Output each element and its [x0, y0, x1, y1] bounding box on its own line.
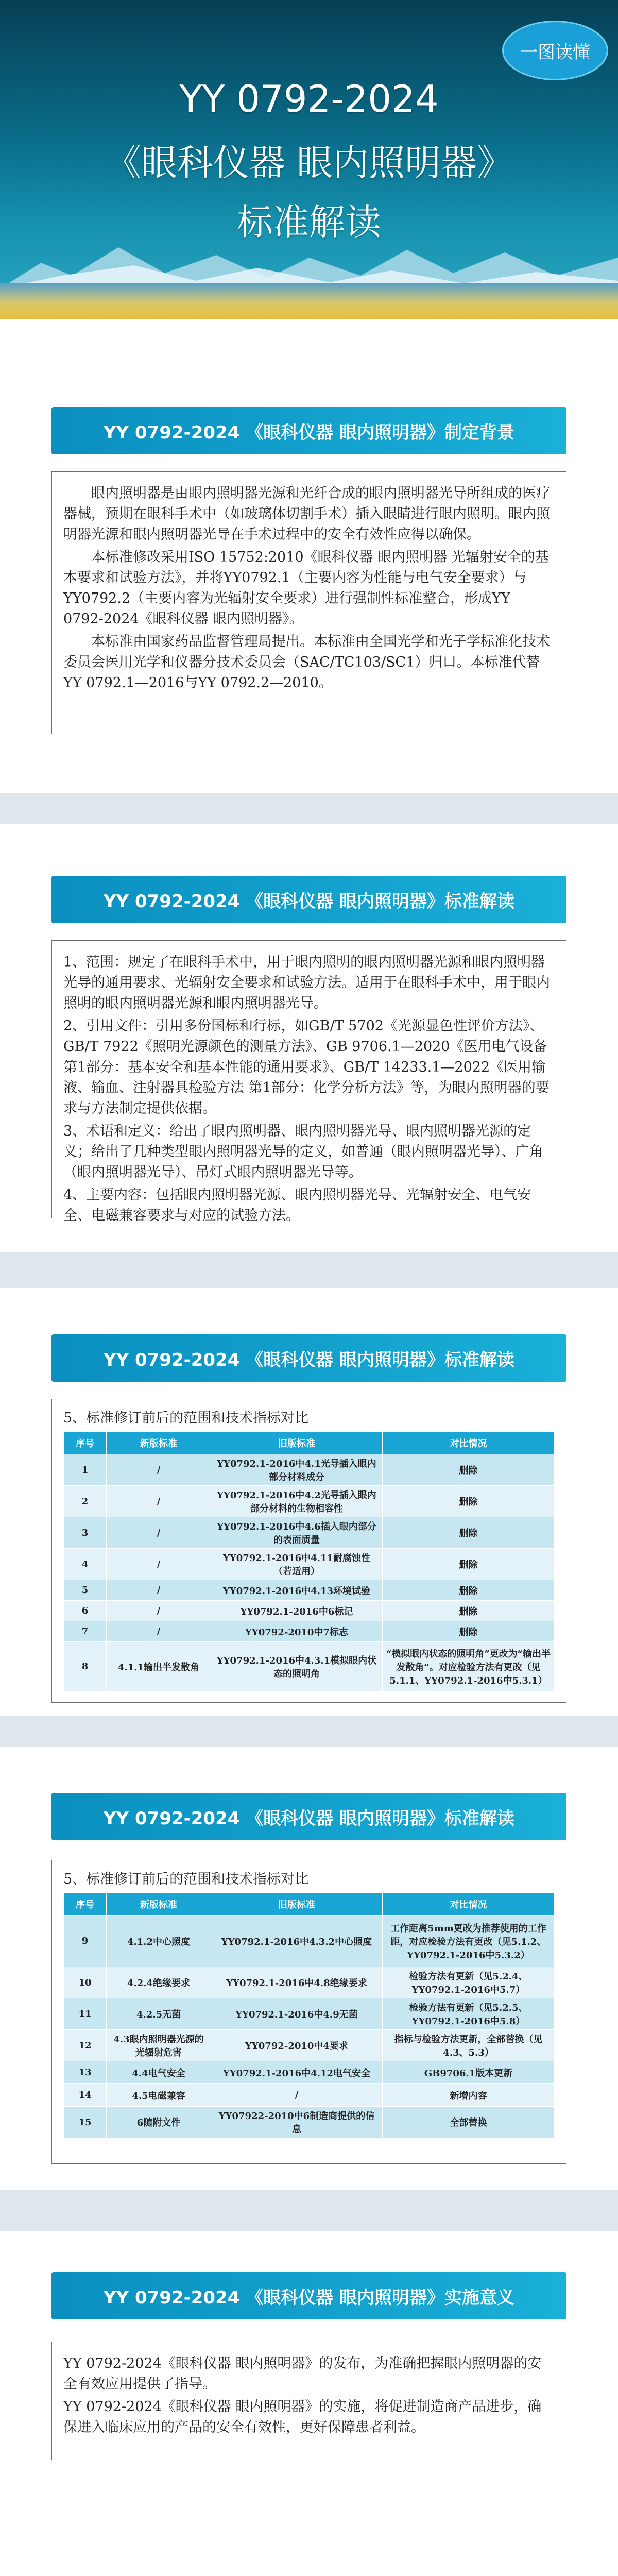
column-header: 旧版标准	[211, 1432, 383, 1454]
table-cell: YY0792.1-2016中4.3.2中心照度	[211, 1916, 383, 1967]
table-cell: YY0792.1-2016中4.9无菌	[211, 1998, 383, 2030]
read-badge: 一图读懂	[502, 21, 608, 80]
table-cell: YY0792.1-2016中4.8绝缘要求	[211, 1967, 383, 1998]
table-row	[64, 2030, 555, 2061]
paragraph: 本标准由国家药品监督管理局提出。本标准由全国光学和光子学标准化技术委员会医用光学和仪器分技术委员会（SAC/TC103/SC1）归口。本标准代替YY 0792.1—2016与YY 0792.2—2010。	[63, 634, 550, 691]
background-textbox	[52, 471, 566, 734]
list-item: 1、范围：规定了在眼科手术中，用于眼内照明的眼内照明器光源和眼内照明器光导的通用要求、光辐射安全要求和试验方法。适用于在眼科手术中，用于眼内照明的眼内照明器光源和眼内照明器光导。	[63, 954, 550, 1011]
column-header: 序号	[64, 1893, 107, 1916]
table-cell: /	[107, 1580, 211, 1601]
table-cell: /	[107, 1601, 211, 1621]
horizon-band	[0, 283, 618, 319]
table-cell: 删除	[383, 1601, 555, 1621]
section-separator	[0, 793, 618, 824]
table-cell: 4	[64, 1549, 107, 1580]
table-cell: YY0792.1-2016中4.12电气安全	[211, 2061, 383, 2084]
table-cell: YY0792-2010中7标志	[211, 1621, 383, 1642]
table-cell: /	[107, 1486, 211, 1517]
table-cell: 4.2.4绝缘要求	[107, 1967, 211, 1998]
table-cell: 1	[64, 1454, 107, 1486]
table-cell: /	[211, 2084, 383, 2107]
table-cell: 4.3眼内照明器光源的光辐射危害	[107, 2030, 211, 2061]
column-header: 新版标准	[107, 1432, 211, 1454]
table-cell: 12	[64, 2030, 107, 2061]
paragraph: YY 0792-2024《眼科仪器 眼内照明器》的发布，为准确把握眼内照明器的安全有效应用提供了指导。	[63, 2355, 542, 2392]
table-cell: 检验方法有更新（见5.2.5、YY0792.1-2016中5.8）	[383, 1998, 555, 2030]
table-cell: YY0792.1-2016中4.1光导插入眼内部分材料成分	[211, 1454, 383, 1486]
table-cell: /	[107, 1517, 211, 1549]
table-cell: 4.5电磁兼容	[107, 2084, 211, 2107]
table-cell: YY0792.1-2016中4.13环境试验	[211, 1580, 383, 1601]
column-header: 旧版标准	[211, 1893, 383, 1916]
table-row	[64, 1549, 555, 1580]
table-cell: 6	[64, 1601, 107, 1621]
section-banner-interpretation: YY 0792-2024 《眼科仪器 眼内照明器》标准解读	[52, 876, 566, 923]
table-cell: 14	[64, 2084, 107, 2107]
table-cell: 全部替换	[383, 2107, 555, 2138]
table-cell: 指标与检验方法更新，全部替换（见4.3、5.3）	[383, 2030, 555, 2061]
table-cell: 9	[64, 1916, 107, 1967]
section-separator	[0, 1716, 618, 1747]
list-item: 4、主要内容：包括眼内照明器光源、眼内照明器光导、光辐射安全、电气安全、电磁兼容要求与对应的试验方法。	[63, 1187, 531, 1224]
page-title-line1: YY 0792-2024	[179, 77, 439, 121]
table-cell: 13	[64, 2061, 107, 2084]
table-cell: 2	[64, 1486, 107, 1517]
table-cell: 新增内容	[383, 2084, 555, 2107]
table-cell: 4.1.1输出半发散角	[107, 1642, 211, 1691]
paragraph: 眼内照明器是由眼内照明器光源和光纤合成的眼内照明器光导所组成的医疗器械，预期在眼科手术中（如玻璃体切割手术）插入眼睛进行眼内照明。眼内照明器光源和眼内照明器光导在手术过程中的安全有效性应得以确保。	[63, 485, 550, 543]
table-caption: 5、标准修订前后的范围和技术指标对比	[63, 1871, 309, 1887]
table-row	[64, 1454, 555, 1486]
significance-textbox	[52, 2342, 566, 2460]
section-separator	[0, 2190, 618, 2231]
page-title-line2: 《眼科仪器 眼内照明器》	[105, 142, 513, 184]
interpretation-textbox	[52, 940, 566, 1224]
table-cell: 删除	[383, 1486, 555, 1517]
table-cell: 4.1.2中心照度	[107, 1916, 211, 1967]
table-cell: 工作距离5mm更改为推荐使用的工作距，对应检验方法有更改（见5.1.2、YY0792.1-2016中5.3.2）	[383, 1916, 555, 1967]
table-cell: 5	[64, 1580, 107, 1601]
table-cell: “模拟眼内状态的照明角”更改为“输出半发散角”。对应检验方法有更改（见5.1.1、YY0792.1-2016中5.3.1）	[383, 1642, 555, 1691]
table-cell: 删除	[383, 1549, 555, 1580]
page-title-line3: 标准解读	[237, 201, 381, 243]
section-banner-background: YY 0792-2024 《眼科仪器 眼内照明器》制定背景	[52, 407, 566, 454]
comparison-table-1	[63, 1432, 555, 1691]
list-item: 2、引用文件：引用多份国标和行标，如GB/T 5702《光源显色性评价方法》、GB/T 7922《照明光源颜色的测量方法》、GB 9706.1—2020《医用电气设备 第1部分：基本安全和基本性能的通用要求》、GB/T 14233.1—2022《医用输液、输血、注射器具检验方法 第1部分：化学分析方法》等，为眼内照明器的要求与方法制定提供依据。	[63, 1018, 550, 1116]
table-cell: GB9706.1版本更新	[383, 2061, 555, 2084]
section-banner-comparison-1: YY 0792-2024 《眼科仪器 眼内照明器》标准解读	[52, 1334, 566, 1382]
table-row	[64, 1998, 555, 2030]
table-cell: 删除	[383, 1621, 555, 1642]
table-cell: /	[107, 1454, 211, 1486]
table-cell: YY07922-2010中6制造商提供的信息	[211, 2107, 383, 2138]
table-row	[64, 2061, 555, 2084]
table-cell: 4.2.5无菌	[107, 1998, 211, 2030]
table-cell: /	[107, 1549, 211, 1580]
table-cell: 8	[64, 1642, 107, 1691]
comparison-table-box-2	[52, 1860, 566, 2164]
table-row	[64, 1517, 555, 1549]
table-row	[64, 1642, 555, 1691]
column-header: 序号	[64, 1432, 107, 1454]
table-cell: 删除	[383, 1517, 555, 1549]
list-item: 3、术语和定义：给出了眼内照明器、眼内照明器光导、眼内照明器光源的定义；给出了几种类型眼内照明器光导的定义，如普通（眼内照明器光导）、广角（眼内照明器光导）、吊灯式眼内照明器光导等。	[63, 1123, 543, 1180]
table-cell: YY0792.1-2016中4.2光导插入眼内部分材料的生物相容性	[211, 1486, 383, 1517]
table-row	[64, 1621, 555, 1642]
column-header: 新版标准	[107, 1893, 211, 1916]
table-cell: 6随附文件	[107, 2107, 211, 2138]
comparison-table-box-1	[52, 1399, 566, 1703]
section-banner-comparison-2: YY 0792-2024 《眼科仪器 眼内照明器》标准解读	[52, 1793, 566, 1840]
table-cell: YY0792.1-2016中6标记	[211, 1601, 383, 1621]
paragraph: 本标准修改采用ISO 15752:2010《眼科仪器 眼内照明器 光辐射安全的基本要求和试验方法》，并将YY0792.1（主要内容为性能与电气安全要求）与YY0792.2（主要内容为光辐射安全要求）进行强制性标准整合，形成YY 0792-2024《眼科仪器 眼内照明器》。	[63, 549, 549, 627]
table-caption: 5、标准修订前后的范围和技术指标对比	[63, 1410, 309, 1426]
table-row	[64, 1601, 555, 1621]
table-cell: 15	[64, 2107, 107, 2138]
table-row	[64, 1486, 555, 1517]
table-row	[64, 1580, 555, 1601]
table-cell: 7	[64, 1621, 107, 1642]
paragraph: YY 0792-2024《眼科仪器 眼内照明器》的实施，将促进制造商产品进步，确保进入临床应用的产品的安全有效性，更好保障患者利益。	[63, 2399, 542, 2435]
table-cell: YY0792-2010中4要求	[211, 2030, 383, 2061]
table-row	[64, 1967, 555, 1998]
table-cell: /	[107, 1621, 211, 1642]
table-cell: 11	[64, 1998, 107, 2030]
table-cell: 检验方法有更新（见5.2.4、YY0792.1-2016中5.7）	[383, 1967, 555, 1998]
column-header: 对比情况	[383, 1893, 555, 1916]
comparison-table-2	[63, 1893, 555, 2138]
section-separator	[0, 1252, 618, 1288]
table-cell: YY0792.1-2016中4.3.1模拟眼内状态的照明角	[211, 1642, 383, 1691]
table-cell: YY0792.1-2016中4.11耐腐蚀性（若适用）	[211, 1549, 383, 1580]
table-row	[64, 2107, 555, 2138]
table-cell: 删除	[383, 1580, 555, 1601]
table-cell: 删除	[383, 1454, 555, 1486]
table-cell: 3	[64, 1517, 107, 1549]
table-row	[64, 1916, 555, 1967]
table-cell: 10	[64, 1967, 107, 1998]
table-cell: 4.4电气安全	[107, 2061, 211, 2084]
hero-banner	[0, 0, 618, 319]
table-row	[64, 2084, 555, 2107]
table-cell: YY0792.1-2016中4.6插入眼内部分的表面质量	[211, 1517, 383, 1549]
section-banner-significance: YY 0792-2024 《眼科仪器 眼内照明器》实施意义	[52, 2272, 566, 2319]
column-header: 对比情况	[383, 1432, 555, 1454]
